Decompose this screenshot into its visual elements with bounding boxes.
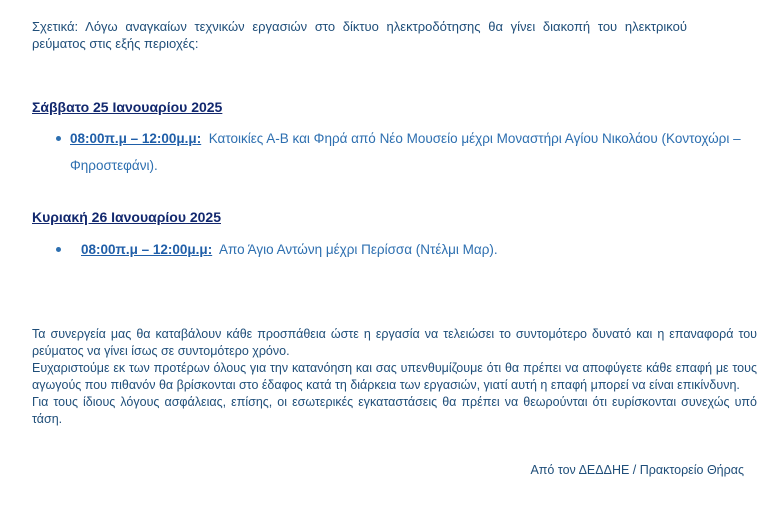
outage-list-saturday	[50, 125, 765, 179]
intro-paragraph: Σχετικά: Λόγω αναγκαίων τεχνικών εργασιών στο δίκτυο ηλεκτροδότησης θα γίνει διακοπή του ηλεκτρικού ρεύματος στις εξής περιοχές:	[32, 19, 687, 51]
outage-time-separator: :	[196, 131, 202, 146]
outage-date-heading-saturday: Σάββατο 25 Ιανουαρίου 2025	[32, 99, 223, 115]
outage-time: 08:00π.μ – 12:00μ.μ	[70, 131, 197, 146]
closing-paragraph: Τα συνεργεία μας θα καταβάλουν κάθε προσπάθεια ώστε η εργασία να τελειώσει το συντομότερο δυνατό και η επαναφορά του ρεύματος να γίνει ίσως σε συντομότερο χρόνο.	[32, 327, 757, 358]
outage-item-text	[70, 125, 765, 179]
outage-time-separator: :	[207, 242, 213, 257]
bullet-icon	[56, 247, 61, 252]
closing-notes	[32, 326, 757, 428]
bullet-icon	[56, 136, 61, 141]
closing-paragraph: Για τους ίδιους λόγους ασφάλειας, επίσης, οι εσωτερικές εγκαταστάσεις θα πρέπει να θεωρούνται ότι ευρίσκονται συνεχώς υπό τάση.	[32, 395, 757, 426]
outage-item-text	[81, 236, 765, 263]
outage-area: Κατοικίες Α-Β και Φηρά από Νέο Μουσείο μέχρι Μοναστήρι Αγίου Νικολάου (Κοντοχώρι – Φηροστεφάνι).	[70, 131, 741, 173]
outage-list-sunday	[50, 236, 765, 263]
outage-area: Απο Άγιο Αντώνη μέχρι Περίσσα (Ντέλμι Μαρ).	[218, 242, 498, 257]
signature-line: Από τον ΔΕΔΔΗΕ / Πρακτορείο Θήρας	[530, 463, 744, 477]
outage-date-heading-sunday: Κυριακή 26 Ιανουαρίου 2025	[32, 209, 221, 225]
closing-paragraph: Ευχαριστούμε εκ των προτέρων όλους για την κατανόηση και σας υπενθυμίζουμε ότι θα πρέπει να αποφύγετε κάθε επαφή με τους αγωγούς που πιθανόν θα βρίσκονται στο έδαφος κατά τη διάρκεια των εργασιών, γιατί αυτή η επαφή μπορεί να είναι επικίνδυνη.	[32, 361, 757, 392]
outage-item	[50, 236, 765, 263]
outage-time: 08:00π.μ – 12:00μ.μ	[81, 242, 208, 257]
outage-item	[50, 125, 765, 179]
